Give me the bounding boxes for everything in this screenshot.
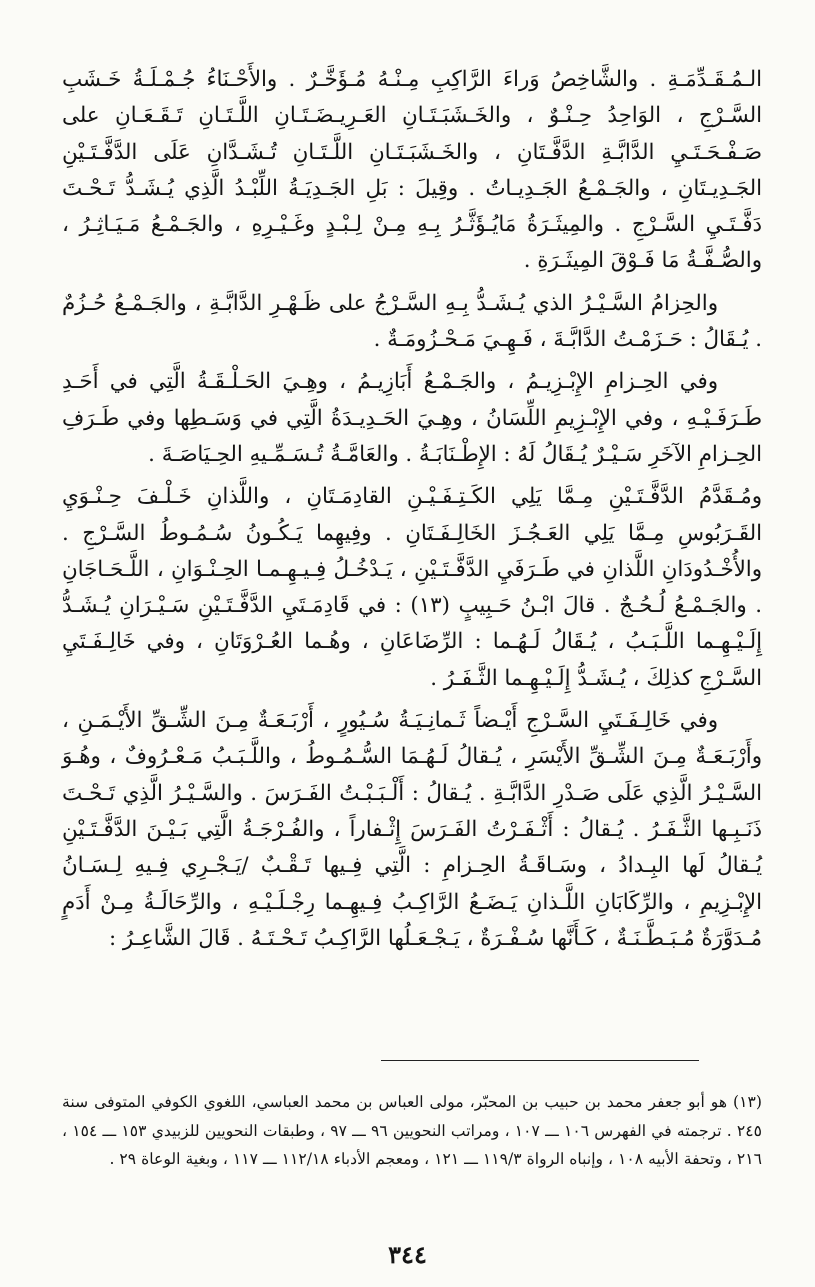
page-number: ٣٤٤ — [388, 1240, 427, 1269]
paragraph: والحِزامُ السَّـيْـرُ الذي يُـشَـدُّ بِـهِ السَّـرْجُ على ظَـهْـرِ الدَّابَّـةِ ، والجَـمْـعُ حُـزُمٌ . يُـقَالُ : حَـزَمْـتُ الدَّابَّـةَ ، فَـهِـيَ مَـحْـزُومَـةٌ . — [62, 290, 762, 353]
paragraph: الـمُـقَـدِّمَـةِ . والشَّاخِصُ وَراءَ الرَّاكِبِ مِـنْـهُ مُـؤَخَّـرٌ . والأَحْـنَاءُ جُـمْـلَـةُ خَـشَبِ السَّـرْجِ ، الوَاحِدُ حِـنْـوٌ ، والخَـشَبَـتَـانِ العَـرِيـضَـتَـانِ اللَّـتَـانِ تَـقَـعَـانِ على صَـفْـحَـتَـيِ الدَّابَّـةِ الدَّفَّـتَانِ ، والخَـشَبَـتَـانِ اللَّـتَـانِ تُـشَـدَّانِ عَلَى الدَّفَّـتَـيْنِ الجَـدِيـتَانِ ، والجَـمْـعُ الجَـدِيـاتُ . وقِيلَ : بَلِ الجَـدِيَـةُ اللِّبْـدُ الَّذِي يُـشَـدُّ تَـحْـتَ دَفَّـتَـيِ السَّـرْجِ . والمِيثَـرَةُ مَايُـؤَثَّـرُ بِـهِ مِـنْ لِـبْـدٍ وغَـيْـرِهِ ، والجَـمْـعُ مَـيَـاثِـرُ ، والصُّـفَّـةُ مَا فَـوْقَ المِيثَـرَةِ . — [62, 67, 762, 274]
main-text — [62, 62, 762, 957]
paragraph: وفي الحِـزامِ الإِبْـزِيـمُ ، والجَـمْـعُ أَبَازِيـمُ ، وهِـيَ الحَـلْـقَـةُ الَّتِي في أَحَـدِ طَـرَفَـيْـهِ ، وفي الإِبْـزِيمِ اللِّسَانُ ، وهِـيَ الحَـدِيـدَةُ الَّتِي في وَسَـطِها وفي طَـرَفِ الحِـزامِ الآخَرِ سَـيْـرٌ يُـقَالُ لَهُ : الإِطْـنَابَـةُ . والعَامَّـةُ تُـسَـمِّـيهِ الحِـيَاصَـةَ . — [62, 369, 762, 467]
paragraph: ومُـقَدَّمُ الدَّفَّـتَـيْنِ مِـمَّا يَلِي الكَـتِـفَـيْـنِ القادِمَـتَانِ ، واللَّذانِ خَـلْـفَ حِـنْـوَيِ القَـرَبُوسِ مِـمَّا يَلِي العَـجُـزَ الخَالِـفَـتَانِ . وفِيهِما يَـكُـونُ سُـمُـوطُ السَّـرْجِ . والأُخْـدُودَانِ اللَّذانِ في طَـرَفَيِ الدَّفَّـتَـيْنِ ، يَـدْخُـلُ فِـيـهِـمـا الحِـنْـوَانِ ، اللَّـحَـاجَانِ . والجَـمْـعُ لُـحُـجٌ . قالَ ابْـنُ حَـبِيبٍ (١٣) : في قَادِمَـتَيِ الدَّفَّـتَـيْنِ سَـيْـرَانِ يُـشَـدُّ إِلَـيْـهِـما اللَّـبَـبُ ، يُـقَالُ لَـهُـما : الرِّضَاعَانِ ، وهُـما العُـرْوَتَانِ ، وفي خَالِـفَـتَيِ السَّـرْجِ كذلِكَ ، يُـشَـدُّ إِلَـيْـهِـما الثَّـفَـرُ . — [62, 484, 762, 691]
paragraph: وفي خَالِـفَـتَيِ السَّـرْجِ أَيْـضاً ثَـمانِـيَـةُ سُـيُورٍ ، أَرْبَـعَـةٌ مِـنَ الشِّـقِّ الأَيْـمَـنِ ، وأَرْبَـعَـةٌ مِـنَ الشِّـقِّ الأَيْسَرِ ، يُـقالُ لَـهُـمَا السُّـمُـوطُ ، واللَّـبَـبُ مَـعْـرُوفٌ ، وهُـوَ السَّـيْـرُ الَّذِي عَلَى صَـدْرِ الدَّابَّـةِ . يُـقالُ : أَلْـبَـبْـتُ الفَـرَسَ . والسَّـيْـرُ الَّذِي تَـحْـتَ ذَنَـبِـها الثَّـفَـرُ . يُـقالُ : أَثْـفَـرْتُ الفَـرَسَ إِثْـفاراً ، والفُـرْجَـةُ الَّتِي بَـيْـنَ الدَّفَّـتَـيْنِ يُـقالُ لَها البِـدادُ ، وسَـاقَـةُ الحِـزامِ : الَّتِي فِـيها تَـقْـبٌ /يَـجْـرِي فِـيهِ لِـسَـانُ الإِبْـزِيمِ ، والرِّكَابَانِ اللَّـذانِ يَـضَـعُ الرَّاكِـبُ فِـيهِـما رِجْـلَـيْـهِ ، والرِّحَالَـةُ مِـنْ أَدَمٍ مُـدَوَّرَةٌ مُـبَـطَّـنَـةٌ ، كَـأَنَّها سُـفْـرَةٌ ، يَـجْـعَـلُها الرَّاكِـبُ تَـحْـتَـهُ . قَالَ الشَّاعِـرُ : — [62, 708, 762, 951]
footnote-separator — [381, 1060, 699, 1061]
footnote: (١٣) هو أبو جعفر محمد بن حبيب بن المحبّر، مولى العباس بن محمد العباسي، اللغوي الكوفي المتوفى سنة ٢٤٥ . ترجمته في الفهرس ١٠٦ ـــ ١٠٧ ، ومراتب النحويين ٩٦ ـــ ٩٧ ، وطبقات النحويين للزبيدي ١٥٣ ـــ ١٥٤ ، ٢١٦ ، وتحفة الأبيه ١٠٨ ، وإنباه الرواة ١١٩/٣ ـــ ١٢١ ، ومعجم الأدباء ١١٢/١٨ ـــ ١١٧ ، وبغية الوعاة ٢٩ . — [62, 1093, 762, 1169]
